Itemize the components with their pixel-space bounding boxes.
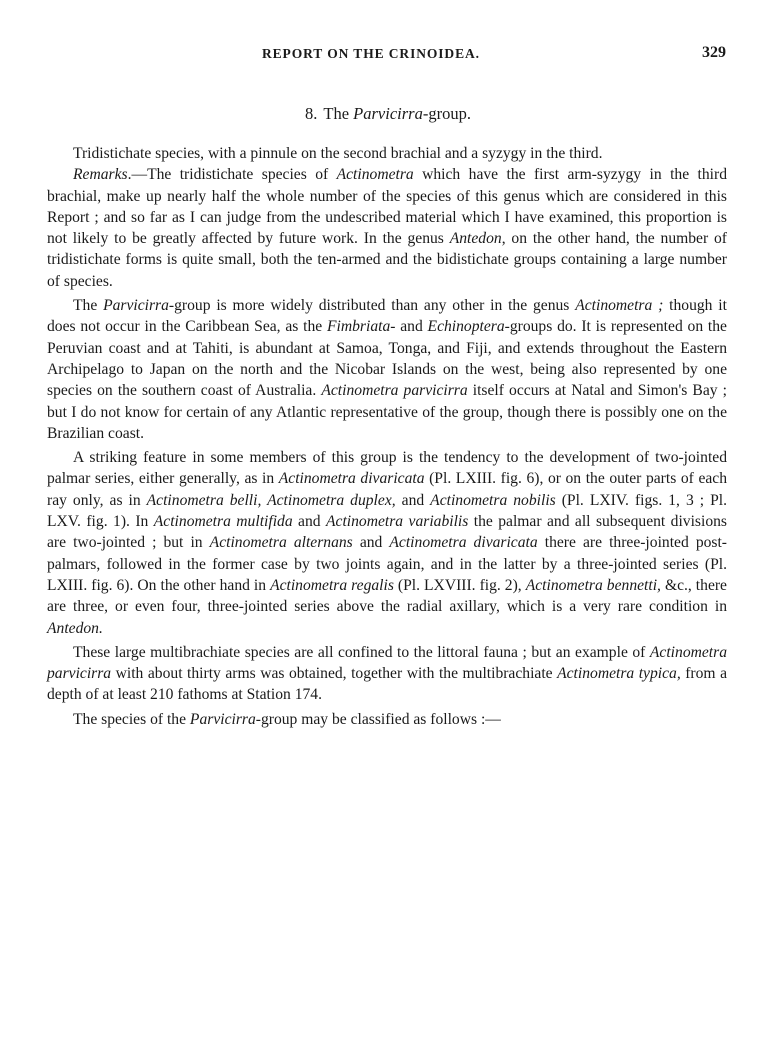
text-run: -group is more widely distributed than any other in the genus <box>168 297 576 315</box>
text-run: - and <box>390 318 428 336</box>
text-run: -group may be classified as follows :— <box>255 710 501 728</box>
italic-text-run: Parvicirra <box>189 710 256 728</box>
text-run: Tridistichate species, with a pinnule on the second brachial and a syzygy in the third. <box>73 145 603 162</box>
text-run: These large multibrachiate species are all confined to the littoral fauna ; but an example of <box>73 643 650 661</box>
running-title: REPORT ON THE CRINOIDEA. <box>262 46 480 61</box>
italic-text-run: Actinometra bennetti, <box>525 576 661 594</box>
text-run: the palmar and all subsequent divisions are two-jointed ; but in <box>47 513 727 552</box>
text-run: and <box>292 513 327 531</box>
italic-text-run: Parvicirra <box>103 297 169 315</box>
italic-text-run: Actinometra parvicirra <box>47 643 727 683</box>
text-run: (Pl. LXIV. figs. 1, 3 ; Pl. LXV. fig. 1). In <box>47 491 727 531</box>
italic-text-run: Actinometra nobilis <box>430 491 556 509</box>
text-run: which have the first arm-syzygy in the third brachial, make up nearly half the whole number of the species of this genus which are considered in this Report ; and so far as I can judge from the undescribed material which I have examined, this proportion is not likely to be greatly affected by future work. In the genus <box>47 166 727 248</box>
italic-text-run: Actinometra multifida <box>153 513 293 531</box>
italic-text-run: Echinoptera <box>427 318 505 336</box>
text-run: from a depth of at least 210 fathoms at Station 174. <box>47 665 727 704</box>
text-run: The species of the <box>73 710 190 728</box>
italic-text-run: Actinometra divaricata <box>278 470 425 488</box>
body-text <box>47 143 727 730</box>
text-run: itself occurs at Natal and Simon's Bay ; but I do not know for certain of any Atlantic representative of the group, though there is possibly one on the Brazilian coast. <box>47 382 727 442</box>
paragraph <box>47 709 727 730</box>
text-run: and <box>395 491 431 509</box>
italic-text-run: Actinometra variabilis <box>326 513 469 531</box>
running-header <box>0 46 776 68</box>
text-run: and <box>352 534 390 552</box>
italic-text-run: Fimbriata <box>327 318 391 336</box>
text-run: (Pl. LXIII. fig. 6), or on the outer parts of each ray only, as in <box>47 470 728 509</box>
italic-text-run: Actinometra divaricata <box>389 534 538 552</box>
italic-text-run: Antedon <box>449 230 502 248</box>
paragraph <box>47 642 727 706</box>
page-number: 329 <box>702 44 726 61</box>
section-title-suffix: -group. <box>422 104 471 123</box>
text-run: though it does not occur in the Caribbean Sea, as the <box>47 297 727 336</box>
italic-text-run: Actinometra <box>336 166 414 184</box>
italic-text-run: Actinometra parvicirra <box>321 382 468 400</box>
paragraph <box>47 164 727 292</box>
italic-text-run: Actinometra ; <box>575 297 664 315</box>
section-title-italic: Parvicirra <box>353 104 423 123</box>
text-run: The <box>73 297 104 315</box>
text-run: &c., there are three, or even four, three-jointed series above the radial axillary, which is a very rare condition in <box>47 576 727 616</box>
section-number: 8. <box>305 104 318 123</box>
paragraph <box>47 143 727 164</box>
text-run: A striking feature in some members of this group is the tendency to the development of two-jointed palmar series, either generally, as in <box>47 449 727 488</box>
italic-text-run: Remarks <box>73 166 128 184</box>
italic-text-run: Antedon. <box>47 619 103 637</box>
italic-text-run: Actinometra typica, <box>557 665 681 683</box>
section-title-prefix: The <box>323 104 354 123</box>
text-run: with about thirty arms was obtained, together with the multibrachiate <box>111 665 558 683</box>
section-heading <box>0 104 776 124</box>
italic-text-run: Actinometra regalis <box>270 576 394 594</box>
text-run: there are three-jointed post-palmars, followed in the former case by two joints again, and in the latter by a three-jointed series (Pl. LXIII. fig. 6). On the other hand in <box>47 534 728 594</box>
paragraph <box>47 447 727 639</box>
text-run: , on the other hand, the number of tridistichate forms is quite small, both the ten-armed and the bidistichate groups containing a large number of species. <box>47 230 727 290</box>
text-run: (Pl. LXVIII. fig. 2), <box>393 576 526 594</box>
text-run: -groups do. It is represented on the Peruvian coast and at Tahiti, is abundant at Samoa, Tonga, and Fiji, and extends throughout the Eastern Archipelago to Japan on the north and the Nicobar Islands on the west, being also represented by one species on the southern coast of Australia. <box>47 318 727 400</box>
paragraph <box>47 295 727 444</box>
text-run: .—The tridistichate species of <box>127 166 337 184</box>
italic-text-run: Actinometra alternans <box>209 534 353 552</box>
italic-text-run: Actinometra belli, Actinometra duplex, <box>146 491 396 509</box>
